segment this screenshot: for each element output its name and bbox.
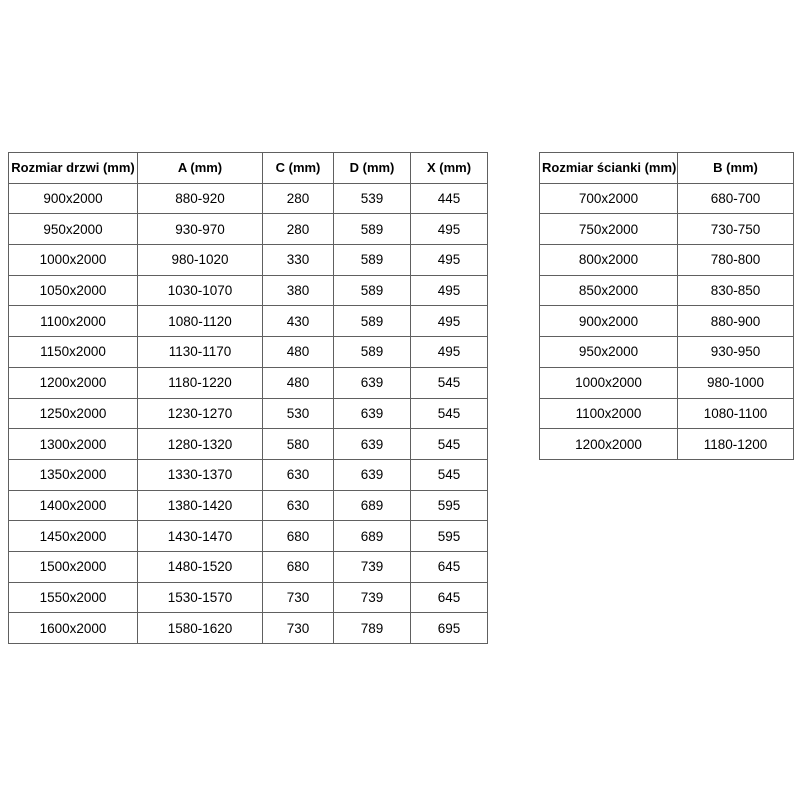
table-cell: 589 (334, 337, 411, 368)
header-cell: C (mm) (263, 153, 334, 184)
table-cell: 900x2000 (540, 306, 678, 337)
table-cell: 595 (411, 490, 488, 521)
table-cell: 700x2000 (540, 183, 678, 214)
table-cell: 589 (334, 214, 411, 245)
table-cell: 780-800 (678, 245, 794, 276)
table-cell: 639 (334, 398, 411, 429)
table-cell: 680 (263, 521, 334, 552)
table-cell: 1230-1270 (138, 398, 263, 429)
table-cell: 1280-1320 (138, 429, 263, 460)
table-cell: 1100x2000 (9, 306, 138, 337)
table-cell: 589 (334, 245, 411, 276)
table-cell: 1300x2000 (9, 429, 138, 460)
table-cell: 900x2000 (9, 183, 138, 214)
table-row (9, 367, 488, 398)
table-cell: 1580-1620 (138, 613, 263, 644)
table-cell: 595 (411, 521, 488, 552)
table-row (9, 275, 488, 306)
table-cell: 630 (263, 459, 334, 490)
table-cell: 1130-1170 (138, 337, 263, 368)
header-cell: D (mm) (334, 153, 411, 184)
table-cell: 1550x2000 (9, 582, 138, 613)
header-cell: B (mm) (678, 153, 794, 184)
header-row (540, 153, 794, 184)
table-cell: 539 (334, 183, 411, 214)
table-cell: 789 (334, 613, 411, 644)
table-cell: 1050x2000 (9, 275, 138, 306)
table-cell: 930-970 (138, 214, 263, 245)
table-cell: 280 (263, 183, 334, 214)
table-cell: 545 (411, 367, 488, 398)
table-cell: 580 (263, 429, 334, 460)
table-cell: 1250x2000 (9, 398, 138, 429)
table-row (9, 429, 488, 460)
table-row (9, 398, 488, 429)
table-cell: 800x2000 (540, 245, 678, 276)
table-row (9, 245, 488, 276)
table-cell: 480 (263, 337, 334, 368)
table-cell: 1080-1120 (138, 306, 263, 337)
table-cell: 545 (411, 459, 488, 490)
table-cell: 689 (334, 490, 411, 521)
table-cell: 730 (263, 613, 334, 644)
table-cell: 645 (411, 551, 488, 582)
table-cell: 495 (411, 337, 488, 368)
table-row (9, 521, 488, 552)
table-cell: 495 (411, 275, 488, 306)
door-size-table (8, 152, 488, 644)
table-cell: 630 (263, 490, 334, 521)
wall-panel-size-table (539, 152, 794, 460)
table-cell: 1500x2000 (9, 551, 138, 582)
table-cell: 850x2000 (540, 275, 678, 306)
table-cell: 680 (263, 551, 334, 582)
table-cell: 750x2000 (540, 214, 678, 245)
table-cell: 530 (263, 398, 334, 429)
table-cell: 1450x2000 (9, 521, 138, 552)
table-cell: 1000x2000 (540, 367, 678, 398)
table-cell: 495 (411, 214, 488, 245)
header-row (9, 153, 488, 184)
table-cell: 980-1020 (138, 245, 263, 276)
table-cell: 589 (334, 306, 411, 337)
table-cell: 645 (411, 582, 488, 613)
table-cell: 495 (411, 306, 488, 337)
table-row (9, 214, 488, 245)
table-cell: 1330-1370 (138, 459, 263, 490)
table-cell: 280 (263, 214, 334, 245)
table-cell: 950x2000 (9, 214, 138, 245)
header-cell: A (mm) (138, 153, 263, 184)
table-cell: 695 (411, 613, 488, 644)
table-cell: 1150x2000 (9, 337, 138, 368)
table-cell: 430 (263, 306, 334, 337)
table-cell: 545 (411, 398, 488, 429)
table-row (540, 214, 794, 245)
table-cell: 1200x2000 (540, 429, 678, 460)
table-cell: 1100x2000 (540, 398, 678, 429)
table-cell: 1000x2000 (9, 245, 138, 276)
table-row (540, 245, 794, 276)
table-row (540, 306, 794, 337)
table-cell: 930-950 (678, 337, 794, 368)
table-cell: 1080-1100 (678, 398, 794, 429)
table-cell: 680-700 (678, 183, 794, 214)
table-cell: 445 (411, 183, 488, 214)
table-cell: 689 (334, 521, 411, 552)
table-cell: 730-750 (678, 214, 794, 245)
table-cell: 330 (263, 245, 334, 276)
table-row (540, 275, 794, 306)
table-row (540, 183, 794, 214)
table-row (540, 367, 794, 398)
table-cell: 980-1000 (678, 367, 794, 398)
table-cell: 589 (334, 275, 411, 306)
table-cell: 1180-1220 (138, 367, 263, 398)
table-cell: 1430-1470 (138, 521, 263, 552)
table-cell: 495 (411, 245, 488, 276)
table-cell: 639 (334, 459, 411, 490)
table-cell: 1350x2000 (9, 459, 138, 490)
table-row (540, 398, 794, 429)
table-cell: 1530-1570 (138, 582, 263, 613)
table-row (9, 306, 488, 337)
table-cell: 950x2000 (540, 337, 678, 368)
table-cell: 1480-1520 (138, 551, 263, 582)
table-row (9, 459, 488, 490)
table-cell: 380 (263, 275, 334, 306)
table-cell: 639 (334, 429, 411, 460)
table-cell: 480 (263, 367, 334, 398)
header-cell: Rozmiar ścianki (mm) (540, 153, 678, 184)
table-cell: 1030-1070 (138, 275, 263, 306)
table-cell: 1400x2000 (9, 490, 138, 521)
table-row (9, 551, 488, 582)
table-cell: 730 (263, 582, 334, 613)
table-row (9, 337, 488, 368)
header-cell: X (mm) (411, 153, 488, 184)
table-cell: 639 (334, 367, 411, 398)
header-cell: Rozmiar drzwi (mm) (9, 153, 138, 184)
table-cell: 1200x2000 (9, 367, 138, 398)
table-row (9, 613, 488, 644)
table-cell: 830-850 (678, 275, 794, 306)
table-cell: 1380-1420 (138, 490, 263, 521)
table-cell: 880-920 (138, 183, 263, 214)
table-row (540, 429, 794, 460)
table-cell: 880-900 (678, 306, 794, 337)
table-row (9, 490, 488, 521)
table-cell: 739 (334, 551, 411, 582)
table-cell: 1600x2000 (9, 613, 138, 644)
table-row (9, 582, 488, 613)
table-cell: 1180-1200 (678, 429, 794, 460)
table-cell: 739 (334, 582, 411, 613)
table-row (540, 337, 794, 368)
table-cell: 545 (411, 429, 488, 460)
table-row (9, 183, 488, 214)
